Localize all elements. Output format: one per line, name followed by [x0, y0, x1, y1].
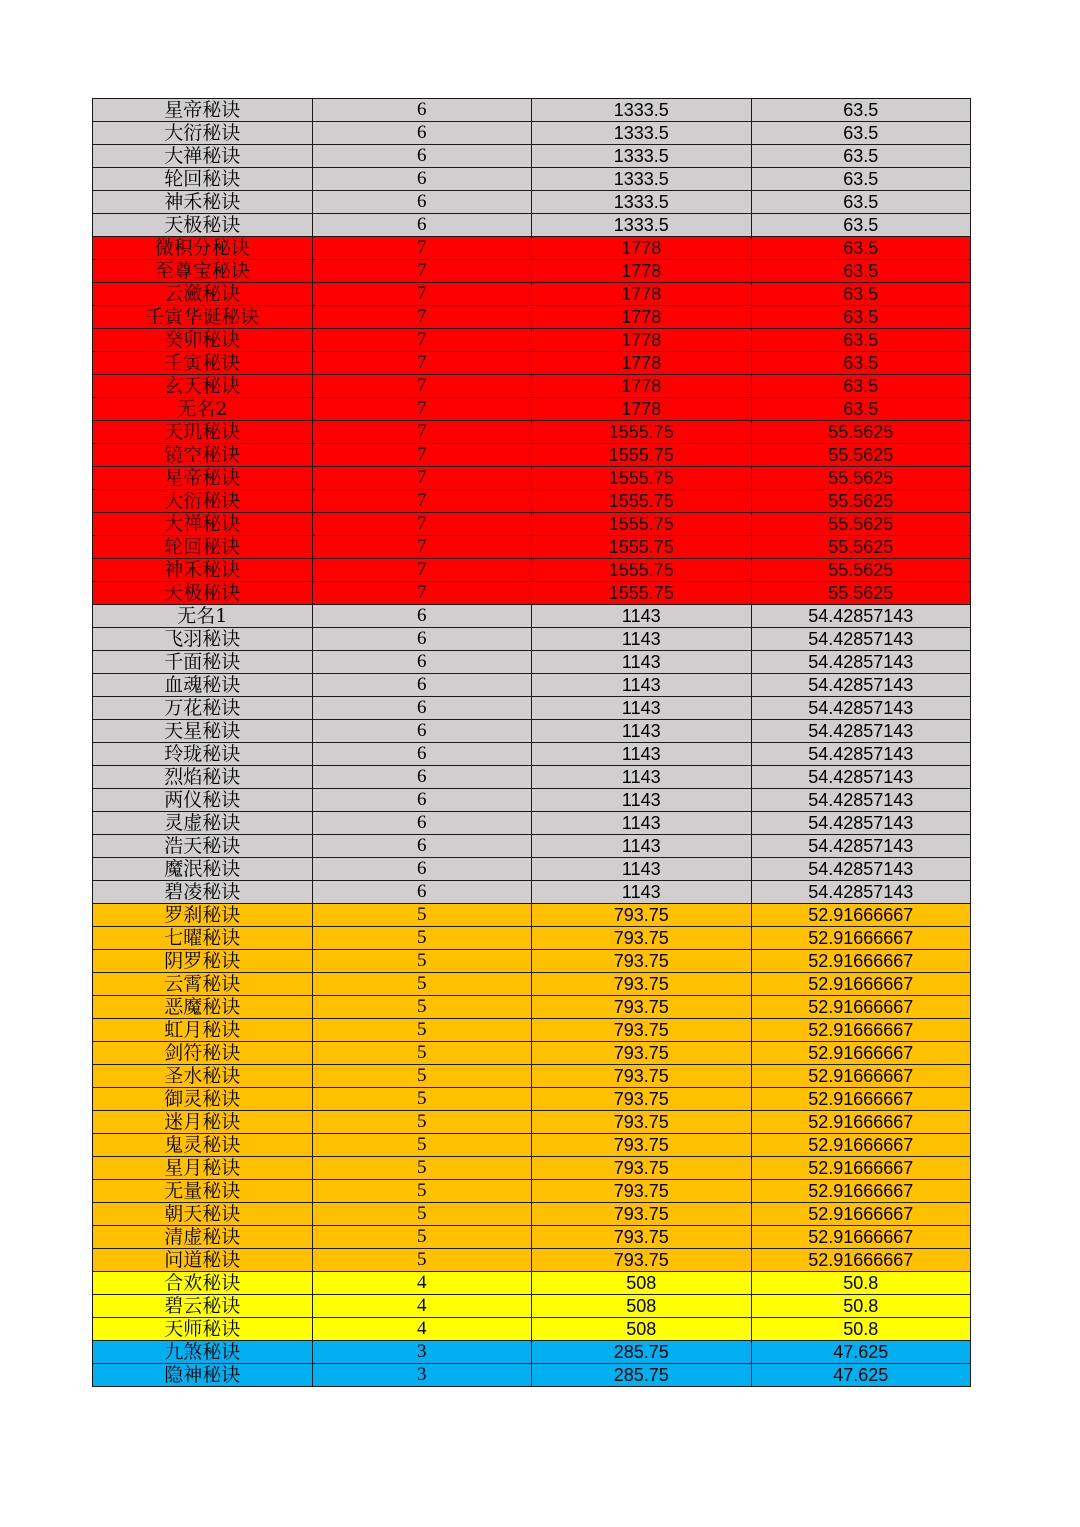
- cell-avg: 54.42857143: [751, 858, 971, 881]
- cell-avg: 54.42857143: [751, 835, 971, 858]
- cell-value: 793.75: [532, 1019, 752, 1042]
- cell-name: 云瀲秘诀: [93, 283, 313, 306]
- table-row: [93, 1364, 971, 1387]
- cell-tier: 4: [312, 1272, 532, 1295]
- cell-name: 剑符秘诀: [93, 1042, 313, 1065]
- cell-tier: 6: [312, 881, 532, 904]
- cell-tier: 7: [312, 260, 532, 283]
- cell-value: 1143: [532, 858, 752, 881]
- cell-name: 云霄秘诀: [93, 973, 313, 996]
- cell-value: 1555.75: [532, 490, 752, 513]
- cell-avg: 55.5625: [751, 444, 971, 467]
- table-row: [93, 559, 971, 582]
- cell-name: 大禅秘诀: [93, 513, 313, 536]
- cell-avg: 63.5: [751, 398, 971, 421]
- cell-name: 千面秘诀: [93, 651, 313, 674]
- cell-tier: 7: [312, 421, 532, 444]
- cell-avg: 55.5625: [751, 513, 971, 536]
- cell-name: 御灵秘诀: [93, 1088, 313, 1111]
- cell-avg: 63.5: [751, 352, 971, 375]
- cell-name: 天师秘诀: [93, 1318, 313, 1341]
- cell-name: 合欢秘诀: [93, 1272, 313, 1295]
- cell-tier: 7: [312, 513, 532, 536]
- cell-value: 1333.5: [532, 168, 752, 191]
- cell-avg: 54.42857143: [751, 697, 971, 720]
- cell-tier: 6: [312, 697, 532, 720]
- cell-avg: 52.91666667: [751, 1180, 971, 1203]
- cell-name: 神禾秘诀: [93, 191, 313, 214]
- table-row: [93, 628, 971, 651]
- cell-name: 镜空秘诀: [93, 444, 313, 467]
- cell-name: 壬寅秘诀: [93, 352, 313, 375]
- cell-value: 793.75: [532, 1042, 752, 1065]
- cell-avg: 55.5625: [751, 421, 971, 444]
- cell-value: 793.75: [532, 927, 752, 950]
- table-row: [93, 1341, 971, 1364]
- cell-tier: 6: [312, 858, 532, 881]
- cell-name: 星月秘诀: [93, 1157, 313, 1180]
- cell-tier: 5: [312, 904, 532, 927]
- cell-value: 1778: [532, 260, 752, 283]
- cell-tier: 7: [312, 490, 532, 513]
- cell-value: 793.75: [532, 950, 752, 973]
- table-row: [93, 720, 971, 743]
- cell-tier: 6: [312, 628, 532, 651]
- table-row: [93, 283, 971, 306]
- table-row: [93, 927, 971, 950]
- table-row: [93, 168, 971, 191]
- table-row: [93, 582, 971, 605]
- table-row: [93, 950, 971, 973]
- cell-name: 天玑秘诀: [93, 421, 313, 444]
- cell-value: 793.75: [532, 1134, 752, 1157]
- cell-name: 魔泯秘诀: [93, 858, 313, 881]
- cell-avg: 55.5625: [751, 490, 971, 513]
- cell-value: 1555.75: [532, 559, 752, 582]
- cell-name: 大衍秘诀: [93, 122, 313, 145]
- cell-name: 恶魔秘诀: [93, 996, 313, 1019]
- cell-avg: 55.5625: [751, 582, 971, 605]
- table-body: [93, 99, 971, 1387]
- cell-value: 285.75: [532, 1364, 752, 1387]
- cell-tier: 5: [312, 1019, 532, 1042]
- cell-name: 虹月秘诀: [93, 1019, 313, 1042]
- cell-value: 1143: [532, 674, 752, 697]
- table-row: [93, 352, 971, 375]
- cell-avg: 52.91666667: [751, 927, 971, 950]
- table-row: [93, 145, 971, 168]
- cell-name: 天极秘诀: [93, 214, 313, 237]
- cell-tier: 5: [312, 1249, 532, 1272]
- cell-value: 1143: [532, 881, 752, 904]
- table-row: [93, 214, 971, 237]
- cell-name: 罗刹秘诀: [93, 904, 313, 927]
- cell-avg: 52.91666667: [751, 1111, 971, 1134]
- cell-value: 793.75: [532, 1249, 752, 1272]
- data-table: [92, 98, 971, 1387]
- table-row: [93, 513, 971, 536]
- table-row: [93, 260, 971, 283]
- table-row: [93, 996, 971, 1019]
- cell-tier: 5: [312, 1065, 532, 1088]
- cell-tier: 5: [312, 1180, 532, 1203]
- cell-name: 血魂秘诀: [93, 674, 313, 697]
- cell-value: 1778: [532, 352, 752, 375]
- cell-value: 1333.5: [532, 122, 752, 145]
- cell-tier: 5: [312, 1134, 532, 1157]
- cell-value: 793.75: [532, 1203, 752, 1226]
- table-row: [93, 835, 971, 858]
- cell-value: 793.75: [532, 1157, 752, 1180]
- cell-tier: 7: [312, 375, 532, 398]
- table-row: [93, 904, 971, 927]
- cell-avg: 54.42857143: [751, 881, 971, 904]
- cell-tier: 5: [312, 1203, 532, 1226]
- cell-tier: 5: [312, 1111, 532, 1134]
- cell-value: 1778: [532, 375, 752, 398]
- cell-tier: 6: [312, 99, 532, 122]
- cell-name: 玲珑秘诀: [93, 743, 313, 766]
- cell-name: 无名2: [93, 398, 313, 421]
- cell-name: 七曜秘诀: [93, 927, 313, 950]
- cell-tier: 6: [312, 605, 532, 628]
- cell-name: 两仪秘诀: [93, 789, 313, 812]
- cell-avg: 54.42857143: [751, 720, 971, 743]
- cell-name: 浩天秘诀: [93, 835, 313, 858]
- cell-value: 793.75: [532, 1180, 752, 1203]
- cell-avg: 52.91666667: [751, 1042, 971, 1065]
- cell-tier: 7: [312, 467, 532, 490]
- cell-name: 圣水秘诀: [93, 1065, 313, 1088]
- cell-avg: 54.42857143: [751, 651, 971, 674]
- cell-value: 1555.75: [532, 444, 752, 467]
- cell-avg: 52.91666667: [751, 996, 971, 1019]
- cell-avg: 54.42857143: [751, 743, 971, 766]
- cell-tier: 6: [312, 720, 532, 743]
- cell-tier: 7: [312, 237, 532, 260]
- cell-avg: 52.91666667: [751, 1019, 971, 1042]
- table-row: [93, 1042, 971, 1065]
- table-row: [93, 1318, 971, 1341]
- cell-tier: 7: [312, 306, 532, 329]
- table-row: [93, 1249, 971, 1272]
- cell-tier: 5: [312, 950, 532, 973]
- cell-avg: 52.91666667: [751, 1157, 971, 1180]
- cell-avg: 47.625: [751, 1341, 971, 1364]
- table-row: [93, 467, 971, 490]
- table-row: [93, 973, 971, 996]
- cell-tier: 6: [312, 812, 532, 835]
- table-row: [93, 237, 971, 260]
- cell-avg: 55.5625: [751, 536, 971, 559]
- cell-value: 1143: [532, 605, 752, 628]
- cell-avg: 50.8: [751, 1272, 971, 1295]
- cell-name: 碧凌秘诀: [93, 881, 313, 904]
- cell-avg: 54.42857143: [751, 766, 971, 789]
- cell-avg: 54.42857143: [751, 789, 971, 812]
- cell-value: 508: [532, 1295, 752, 1318]
- cell-value: 1143: [532, 743, 752, 766]
- cell-value: 1143: [532, 766, 752, 789]
- cell-name: 烈焰秘诀: [93, 766, 313, 789]
- cell-tier: 6: [312, 789, 532, 812]
- cell-avg: 63.5: [751, 168, 971, 191]
- cell-name: 朝天秘诀: [93, 1203, 313, 1226]
- table-row: [93, 812, 971, 835]
- cell-name: 轮回秘诀: [93, 536, 313, 559]
- cell-name: 微积分秘诀: [93, 237, 313, 260]
- cell-name: 天星秘诀: [93, 720, 313, 743]
- table-row: [93, 1272, 971, 1295]
- cell-name: 至尊宝秘诀: [93, 260, 313, 283]
- cell-name: 无量秘诀: [93, 1180, 313, 1203]
- cell-tier: 6: [312, 743, 532, 766]
- table-row: [93, 789, 971, 812]
- cell-value: 1778: [532, 329, 752, 352]
- cell-avg: 63.5: [751, 283, 971, 306]
- cell-tier: 6: [312, 651, 532, 674]
- cell-avg: 54.42857143: [751, 605, 971, 628]
- cell-tier: 5: [312, 973, 532, 996]
- cell-value: 1143: [532, 697, 752, 720]
- cell-value: 1143: [532, 789, 752, 812]
- cell-avg: 63.5: [751, 145, 971, 168]
- cell-avg: 52.91666667: [751, 973, 971, 996]
- table-row: [93, 1226, 971, 1249]
- cell-tier: 3: [312, 1364, 532, 1387]
- table-row: [93, 881, 971, 904]
- cell-value: 1778: [532, 398, 752, 421]
- cell-avg: 52.91666667: [751, 1088, 971, 1111]
- table-row: [93, 674, 971, 697]
- cell-avg: 52.91666667: [751, 950, 971, 973]
- cell-tier: 6: [312, 191, 532, 214]
- cell-tier: 5: [312, 996, 532, 1019]
- cell-tier: 6: [312, 122, 532, 145]
- cell-value: 1333.5: [532, 191, 752, 214]
- cell-name: 天极秘诀: [93, 582, 313, 605]
- cell-value: 285.75: [532, 1341, 752, 1364]
- cell-value: 1555.75: [532, 421, 752, 444]
- table-row: [93, 766, 971, 789]
- cell-value: 1555.75: [532, 536, 752, 559]
- cell-avg: 52.91666667: [751, 1249, 971, 1272]
- cell-tier: 4: [312, 1318, 532, 1341]
- cell-avg: 54.42857143: [751, 674, 971, 697]
- cell-tier: 3: [312, 1341, 532, 1364]
- cell-tier: 7: [312, 559, 532, 582]
- cell-value: 1143: [532, 628, 752, 651]
- cell-avg: 63.5: [751, 375, 971, 398]
- table-row: [93, 306, 971, 329]
- cell-name: 大禅秘诀: [93, 145, 313, 168]
- cell-avg: 63.5: [751, 260, 971, 283]
- cell-name: 灵虚秘诀: [93, 812, 313, 835]
- cell-avg: 63.5: [751, 191, 971, 214]
- table-row: [93, 444, 971, 467]
- cell-tier: 6: [312, 766, 532, 789]
- cell-tier: 5: [312, 1157, 532, 1180]
- cell-tier: 6: [312, 674, 532, 697]
- table-row: [93, 651, 971, 674]
- cell-value: 1143: [532, 812, 752, 835]
- cell-value: 1778: [532, 237, 752, 260]
- table-row: [93, 490, 971, 513]
- cell-tier: 5: [312, 927, 532, 950]
- cell-value: 793.75: [532, 973, 752, 996]
- cell-name: 星帝秘诀: [93, 467, 313, 490]
- table-row: [93, 1180, 971, 1203]
- cell-avg: 50.8: [751, 1295, 971, 1318]
- cell-avg: 52.91666667: [751, 1203, 971, 1226]
- cell-name: 飞羽秘诀: [93, 628, 313, 651]
- cell-tier: 5: [312, 1226, 532, 1249]
- table-row: [93, 421, 971, 444]
- cell-tier: 7: [312, 398, 532, 421]
- cell-name: 清虚秘诀: [93, 1226, 313, 1249]
- table-row: [93, 605, 971, 628]
- table-row: [93, 1203, 971, 1226]
- cell-tier: 6: [312, 214, 532, 237]
- cell-avg: 47.625: [751, 1364, 971, 1387]
- cell-value: 508: [532, 1318, 752, 1341]
- cell-avg: 55.5625: [751, 559, 971, 582]
- cell-avg: 63.5: [751, 329, 971, 352]
- cell-name: 轮回秘诀: [93, 168, 313, 191]
- cell-tier: 7: [312, 444, 532, 467]
- cell-avg: 55.5625: [751, 467, 971, 490]
- cell-tier: 5: [312, 1088, 532, 1111]
- table-row: [93, 99, 971, 122]
- cell-value: 1333.5: [532, 214, 752, 237]
- cell-avg: 63.5: [751, 99, 971, 122]
- cell-name: 迷月秘诀: [93, 1111, 313, 1134]
- table-row: [93, 1019, 971, 1042]
- cell-value: 793.75: [532, 1065, 752, 1088]
- cell-tier: 6: [312, 145, 532, 168]
- cell-value: 793.75: [532, 1111, 752, 1134]
- cell-avg: 63.5: [751, 306, 971, 329]
- cell-value: 1143: [532, 835, 752, 858]
- cell-name: 隐神秘诀: [93, 1364, 313, 1387]
- cell-value: 793.75: [532, 904, 752, 927]
- cell-name: 玄天秘诀: [93, 375, 313, 398]
- cell-name: 星帝秘诀: [93, 99, 313, 122]
- cell-value: 1778: [532, 306, 752, 329]
- cell-avg: 52.91666667: [751, 904, 971, 927]
- cell-value: 1333.5: [532, 99, 752, 122]
- cell-avg: 63.5: [751, 237, 971, 260]
- cell-tier: 7: [312, 329, 532, 352]
- cell-value: 1143: [532, 651, 752, 674]
- cell-name: 问道秘诀: [93, 1249, 313, 1272]
- table-row: [93, 191, 971, 214]
- cell-name: 碧云秘诀: [93, 1295, 313, 1318]
- table-row: [93, 398, 971, 421]
- cell-name: 癸卯秘诀: [93, 329, 313, 352]
- cell-avg: 54.42857143: [751, 628, 971, 651]
- cell-value: 1555.75: [532, 513, 752, 536]
- cell-name: 阴罗秘诀: [93, 950, 313, 973]
- cell-name: 神禾秘诀: [93, 559, 313, 582]
- cell-avg: 63.5: [751, 214, 971, 237]
- table-row: [93, 1134, 971, 1157]
- cell-value: 1333.5: [532, 145, 752, 168]
- cell-value: 793.75: [532, 996, 752, 1019]
- cell-value: 508: [532, 1272, 752, 1295]
- cell-value: 793.75: [532, 1226, 752, 1249]
- cell-tier: 4: [312, 1295, 532, 1318]
- table-row: [93, 375, 971, 398]
- cell-avg: 63.5: [751, 122, 971, 145]
- cell-tier: 6: [312, 168, 532, 191]
- table-row: [93, 858, 971, 881]
- table-row: [93, 329, 971, 352]
- cell-avg: 54.42857143: [751, 812, 971, 835]
- table-row: [93, 1111, 971, 1134]
- table-row: [93, 1065, 971, 1088]
- cell-tier: 5: [312, 1042, 532, 1065]
- cell-avg: 52.91666667: [751, 1065, 971, 1088]
- cell-value: 793.75: [532, 1088, 752, 1111]
- cell-name: 鬼灵秘诀: [93, 1134, 313, 1157]
- cell-value: 1555.75: [532, 582, 752, 605]
- table-row: [93, 1088, 971, 1111]
- cell-name: 万花秘诀: [93, 697, 313, 720]
- table-row: [93, 743, 971, 766]
- table-row: [93, 697, 971, 720]
- cell-value: 1778: [532, 283, 752, 306]
- cell-name: 无名1: [93, 605, 313, 628]
- cell-name: 大衍秘诀: [93, 490, 313, 513]
- table-row: [93, 1295, 971, 1318]
- table-row: [93, 1157, 971, 1180]
- cell-name: 九煞秘诀: [93, 1341, 313, 1364]
- cell-tier: 7: [312, 582, 532, 605]
- cell-tier: 7: [312, 283, 532, 306]
- cell-avg: 52.91666667: [751, 1134, 971, 1157]
- table-row: [93, 122, 971, 145]
- cell-value: 1143: [532, 720, 752, 743]
- cell-value: 1555.75: [532, 467, 752, 490]
- cell-avg: 52.91666667: [751, 1226, 971, 1249]
- cell-tier: 7: [312, 536, 532, 559]
- cell-name: 壬寅华诞秘诀: [93, 306, 313, 329]
- table-row: [93, 536, 971, 559]
- cell-avg: 50.8: [751, 1318, 971, 1341]
- cell-tier: 7: [312, 352, 532, 375]
- cell-tier: 6: [312, 835, 532, 858]
